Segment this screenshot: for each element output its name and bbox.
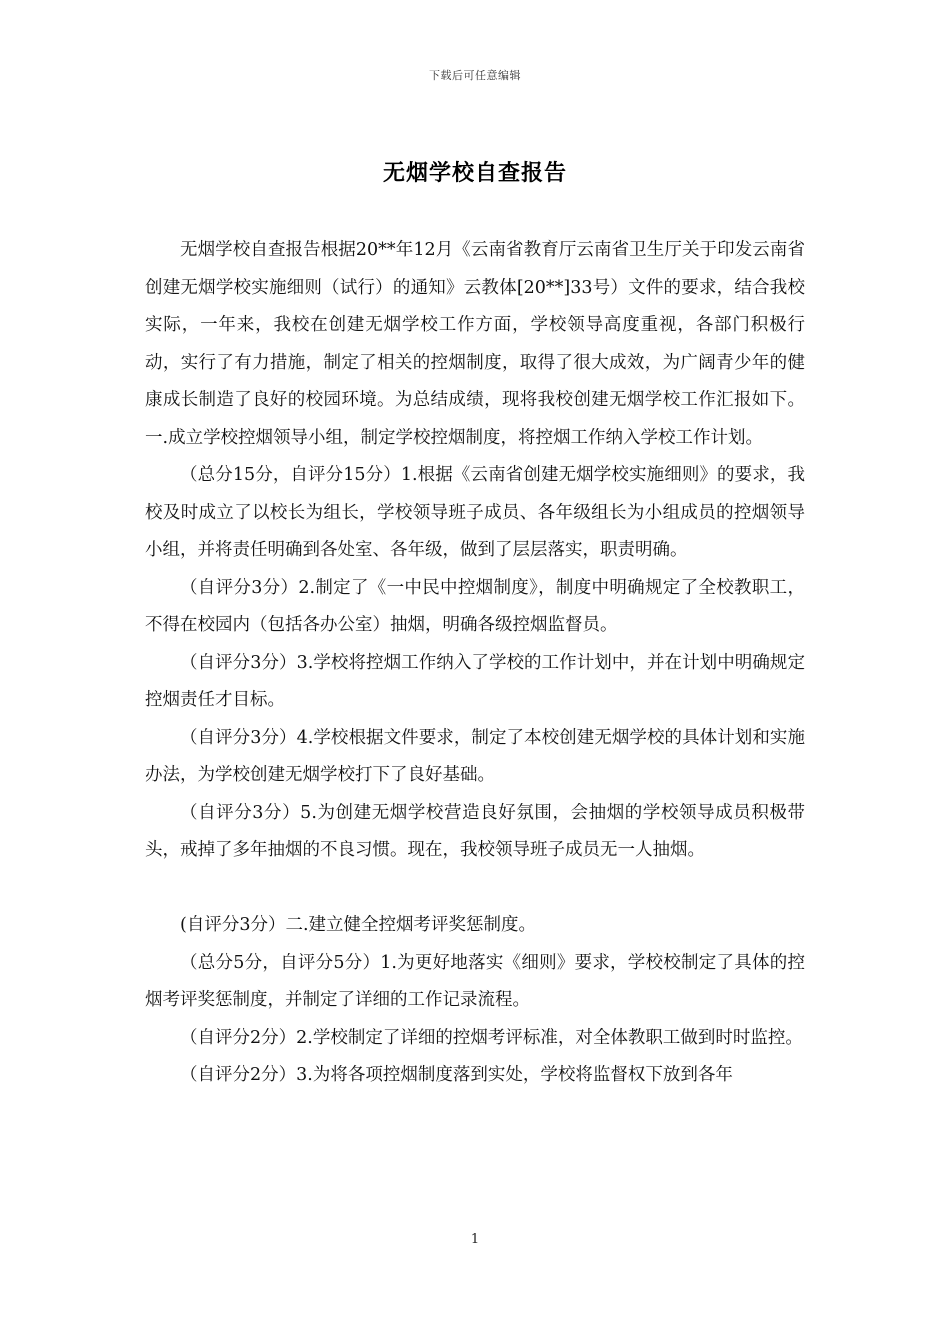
paragraph: （自评分3分）4.学校根据文件要求，制定了本校创建无烟学校的具体计划和实施办法，为学校创建无烟学校打下了良好基础。 xyxy=(145,727,805,785)
header-note: 下载后可任意编辑 xyxy=(429,69,521,82)
paragraph: （总分15分，自评分15分）1.根据《云南省创建无烟学校实施细则》的要求，我校及时成立了以校长为组长，学校领导班子成员、各年级组长为小组成员的控烟领导小组，并将责任明确到各处室、各年级，做到了层层落实，职责明确。 xyxy=(145,465,805,560)
paragraph: （自评分3分）2.制定了《一中民中控烟制度》，制度中明确规定了全校教职工，不得在校园内（包括各办公室）抽烟，明确各级控烟监督员。 xyxy=(145,577,805,635)
paragraph: （总分5分，自评分5分）1.为更好地落实《细则》要求，学校校制定了具体的控烟考评奖惩制度，并制定了详细的工作记录流程。 xyxy=(145,952,805,1010)
paragraph: 无烟学校自查报告根据20**年12月《云南省教育厅云南省卫生厅关于印发云南省创建无烟学校实施细则（试行）的通知》云教体[20**]33号）文件的要求，结合我校实际，一年来，我校在创建无烟学校工作方面，学校领导高度重视，各部门积极行动，实行了有力措施，制定了相关的控烟制度，取得了很大成效，为广阔青少年的健康成长制造了良好的校园环境。为总结成绩，现将我校创建无烟学校工作汇报如下。一.成立学校控烟领导小组，制定学校控烟制度，将控烟工作纳入学校工作计划。 xyxy=(145,240,805,448)
paragraph: （自评分2分）2.学校制定了详细的控烟考评标准，对全体教职工做到时时监控。 xyxy=(180,1027,803,1048)
paragraph: （自评分3分）5.为创建无烟学校营造良好氛围，会抽烟的学校领导成员积极带头，戒掉了多年抽烟的不良习惯。现在，我校领导班子成员无一人抽烟。 xyxy=(145,802,805,860)
paragraph: （自评分2分）3.为将各项控烟制度落到实处，学校将监督权下放到各年 xyxy=(180,1065,733,1085)
page-number: 1 xyxy=(470,1232,480,1247)
document-title: 无烟学校自查报告 xyxy=(382,160,567,186)
document-body xyxy=(145,232,805,1095)
paragraph: (自评分3分）二.建立健全控烟考评奖惩制度。 xyxy=(180,915,537,935)
paragraph: （自评分3分）3.学校将控烟工作纳入了学校的工作计划中，并在计划中明确规定控烟责任才目标。 xyxy=(145,652,805,710)
